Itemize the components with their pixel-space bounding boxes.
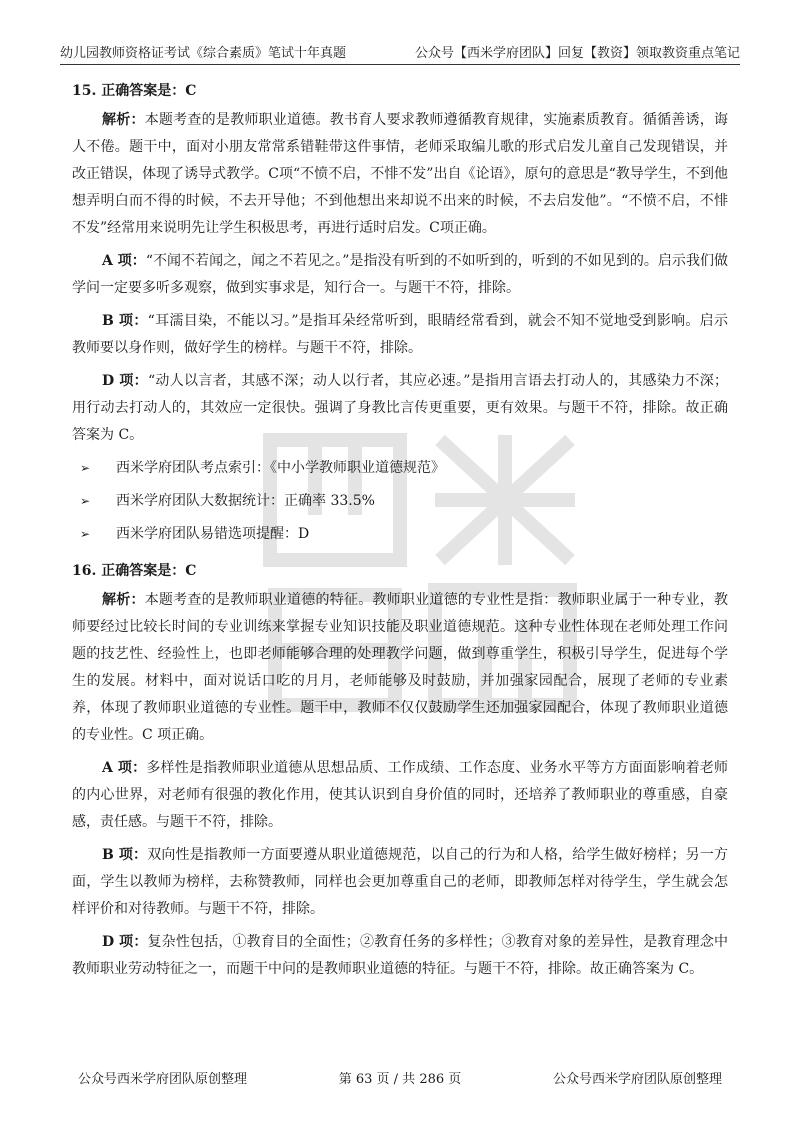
arrow-right-icon: ➢ — [80, 461, 91, 475]
note-text: 西米学府团队大数据统计：正确率 33.5% — [116, 493, 375, 509]
option-b-label: B 项： — [102, 313, 148, 329]
analysis-text: 本题考查的是教师职业道德的特征。教师职业道德的专业性是指：教师职业属于一种专业，教师要经过比较长时间的专业训练来掌握专业知识技能及职业道德规范。这种专业性体现在老师处理工作问题的技艺性、经验性上，也即老师能够合理的处理教学问题，做到尊重学生，积极引导学生，促进每个学生的发展。材料中，面对说话口吃的月月，老师能够及时鼓励，并加强家园配合，展现了老师的专业素养，体现了教师职业道德的专业性。题干中，教师不仅仅鼓励学生还加强家园配合，体现了教师职业道德的专业性。C 项正确。 — [72, 592, 729, 743]
question-15-analysis — [72, 107, 728, 242]
option-d-label: D 项： — [102, 934, 148, 950]
page-footer — [78, 1068, 722, 1087]
option-d-label: D 项： — [102, 373, 148, 389]
option-b-label: B 项： — [102, 847, 148, 863]
question-16-option-b — [72, 842, 728, 923]
question-15-option-a — [72, 248, 728, 302]
header-right: 公众号【西米学府团队】回复【教资】领取教资重点笔记 — [414, 46, 740, 61]
footer-left: 公众号西米学府团队原创整理 — [78, 1072, 248, 1087]
arrow-right-icon: ➢ — [80, 527, 91, 541]
page-header — [60, 40, 740, 65]
option-a-text: “不闻不若闻之，闻之不若见之。”是指没有听到的不如听到的，听到的不如见到的。启示我们做学问一定要多听多观察，做到实事求是，知行合一。与题干不符，排除。 — [72, 253, 728, 296]
question-15-title: 15. 正确答案是：C — [72, 83, 197, 99]
page-number: 第 63 页 / 共 286 页 — [338, 1072, 462, 1087]
list-item — [72, 455, 728, 482]
footer-right: 公众号西米学府团队原创整理 — [552, 1072, 722, 1087]
option-a-text: 多样性是指教师职业道德从思想品质、工作成绩、工作态度、业务水平等方方面面影响着老师的内心世界，对老师有很强的教化作用，使其认识到自身价值的同时，还培养了教师职业的尊重感，自豪感，责任感。与题干不符，排除。 — [72, 760, 728, 830]
analysis-text: 本题考查的是教师职业道德。教书育人要求教师遵循教育规律，实施素质教育。循循善诱，诲人不倦。题干中，面对小朋友常常系错鞋带这件事情，老师采取编儿歌的形式启发儿童自己发现错误，并改正错误，体现了诱导式教学。C项“不愤不启，不悱不发”出自《论语》，原句的意思是“教导学生，不到他想弄明白而不得的时候，不去开导他；不到他想出来却说不出来的时候，不去启发他”。“不愤不启，不悱不发”经常用来说明先让学生积极思考，再进行适时启发。C项正确。 — [72, 112, 729, 236]
question-16-option-a — [72, 755, 728, 836]
question-15-option-b — [72, 308, 728, 362]
option-d-text: “动人以言者，其感不深；动人以行者，其应必速。”是指用言语去打动人的，其感染力不深；用行动去打动人的，其效应一定很快。强调了身教比言传更重要，更有效果。与题干不符，排除。故正确答案为 C。 — [72, 373, 729, 443]
analysis-label: 解析： — [102, 592, 145, 608]
question-15-notes — [72, 455, 728, 548]
analysis-label: 解析： — [102, 112, 145, 128]
arrow-right-icon: ➢ — [80, 494, 91, 508]
list-item — [72, 488, 728, 515]
question-16-analysis — [72, 587, 728, 749]
list-item — [72, 521, 728, 548]
option-b-text: “耳濡目染，不能以习。”是指耳朵经常听到，眼睛经常看到，就会不知不觉地受到影响。启示教师要以身作则，做好学生的榜样。与题干不符，排除。 — [72, 313, 729, 356]
option-a-label: A 项： — [102, 760, 147, 776]
note-text: 西米学府团队考点索引：《中小学教师职业道德规范》 — [116, 460, 445, 476]
note-text: 西米学府团队易错选项提醒：D — [116, 526, 310, 542]
option-d-text: 复杂性包括，①教育目的全面性；②教育任务的多样性；③教育对象的差异性，是教育理念中教师职业劳动特征之一，而题干中问的是教师职业道德的特征。与题干不符，排除。故正确答案为 C。 — [72, 934, 729, 977]
question-16-option-d — [72, 929, 728, 983]
question-15-option-d — [72, 368, 728, 449]
option-a-label: A 项： — [102, 253, 146, 269]
header-left: 幼儿园教师资格证考试《综合素质》笔试十年真题 — [60, 46, 347, 61]
option-b-text: 双向性是指教师一方面要遵从职业道德规范，以自己的行为和人格，给学生做好榜样；另一方面，学生以教师为榜样，去称赞教师，同样也会更加尊重自己的老师，即教师怎样对待学生，学生就会怎样评价和对待教师。与题干不符，排除。 — [72, 847, 728, 917]
question-16-title: 16. 正确答案是：C — [72, 563, 197, 579]
page-content — [72, 78, 728, 989]
